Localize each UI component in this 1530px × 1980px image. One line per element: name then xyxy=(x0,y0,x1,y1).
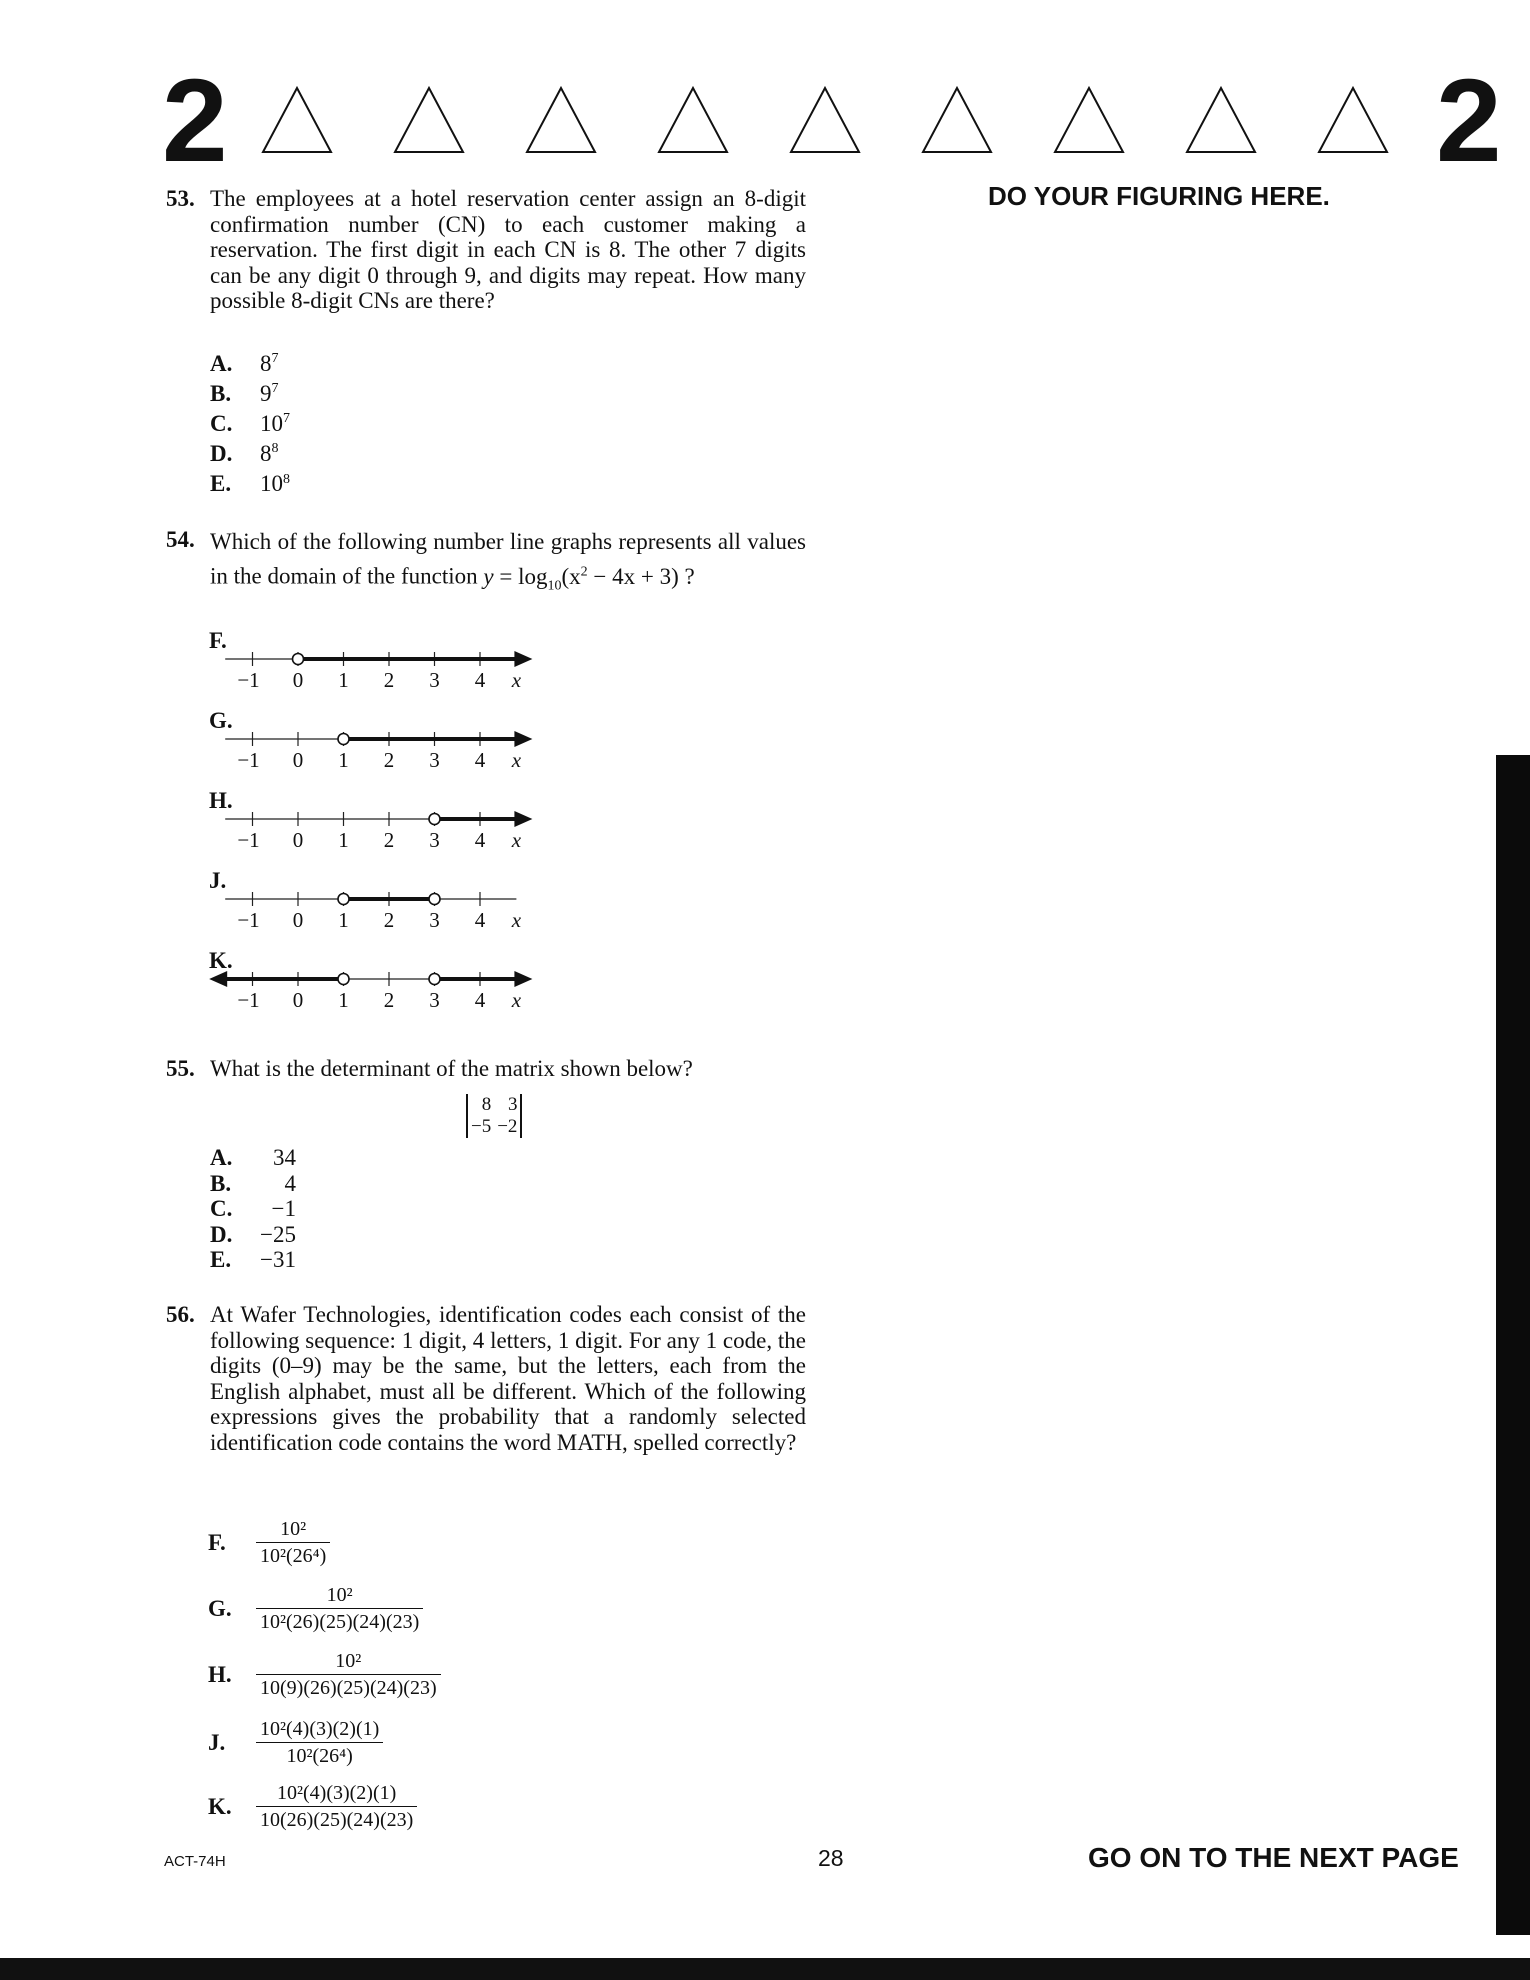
tick-label: 2 xyxy=(383,908,395,930)
tick-label: 3 xyxy=(429,668,440,690)
matrix-table xyxy=(466,1094,522,1138)
q54-question: Which of the following number line graphs represents all values in the domain of the function xyxy=(210,529,806,589)
q53-text: The employees at a hotel reservation center assign an 8-digit confirmation number (CN) to each customer making a reservation. The first digit in each CN is 8. The other 7 digits can be any digit 0 through 9, and digits may repeat. How many possible 8-digit CNs are there? xyxy=(210,186,806,313)
tick-label: 4 xyxy=(474,668,486,690)
number-line-label: F. xyxy=(209,628,227,653)
arrow-right-icon xyxy=(514,731,532,747)
fraction: $\frac{\text{10²}}{10(9)(26)(25)(24)(23)}$ xyxy=(256,1650,441,1700)
triangle-icon xyxy=(923,88,991,152)
tick-label: 0 xyxy=(292,908,304,930)
tick-label: 3 xyxy=(429,828,440,850)
tick-label: 4 xyxy=(474,988,486,1010)
triangle-icon xyxy=(791,88,859,152)
triangle-icon xyxy=(1319,88,1387,152)
tick-label: 4 xyxy=(474,908,486,930)
open-point-icon xyxy=(338,734,349,745)
form-code: ACT-74H xyxy=(164,1853,226,1870)
header-triangles xyxy=(260,84,1430,164)
tick-label: 2 xyxy=(383,988,395,1010)
tick-label: −1 xyxy=(237,828,260,850)
matrix-cell: −2 xyxy=(497,1116,518,1137)
q55-text: What is the determinant of the matrix shown below? xyxy=(210,1056,693,1081)
tick-label: x xyxy=(511,828,522,850)
open-point-icon xyxy=(338,974,349,985)
tick-label: −1 xyxy=(237,668,260,690)
tick-label: 3 xyxy=(429,988,440,1010)
matrix-cell: 8 xyxy=(481,1094,492,1115)
fraction: $\frac{\text{10²(4)(3)(2)(1)}}{10(26)(25)(24)(23)}$ xyxy=(256,1782,417,1832)
tick-label: −1 xyxy=(237,988,260,1010)
matrix-cell: 3 xyxy=(507,1094,518,1115)
tick-label: 2 xyxy=(383,748,395,770)
q55-option[interactable]: C. −1 xyxy=(210,1196,296,1221)
q53-option[interactable]: D. $8^8$ xyxy=(210,441,279,467)
number-line-label: K. xyxy=(209,948,233,973)
q53-option[interactable]: E. $10^8$ xyxy=(210,471,290,497)
arrow-left-icon xyxy=(209,971,227,987)
triangle-icon xyxy=(1055,88,1123,152)
arrow-right-icon xyxy=(514,971,532,987)
next-page-label: GO ON TO THE NEXT PAGE xyxy=(1088,1842,1459,1873)
arrow-right-icon xyxy=(514,651,532,667)
fraction: $\frac{\text{10²}}{\text{10²(26)(25)(24)(23)}}$ xyxy=(256,1584,423,1634)
tick-label: 2 xyxy=(383,668,395,690)
tick-label: 1 xyxy=(338,828,349,850)
triangle-icon xyxy=(395,88,463,152)
q53-option[interactable]: C. $10^7$ xyxy=(210,410,290,436)
tick-label: 3 xyxy=(429,748,440,770)
page-number: 28 xyxy=(818,1845,844,1871)
tick-label: 1 xyxy=(338,668,349,690)
open-point-icon xyxy=(429,974,440,985)
q54-text xyxy=(210,527,806,601)
triangle-icon xyxy=(527,88,595,152)
tick-label: x xyxy=(511,988,522,1010)
scan-edge-shadow xyxy=(1496,755,1530,1935)
fraction: $\frac{\text{10²(4)(3)(2)(1)}}{\text{10²(26⁴)}}$ xyxy=(256,1718,383,1768)
q56-option[interactable]: F. $\frac{\text{10²}}{\text{10²(26⁴)}}$ xyxy=(208,1518,330,1568)
number-line xyxy=(200,710,580,770)
tick-label: x xyxy=(511,908,522,930)
scan-bottom-edge xyxy=(0,1958,1530,1980)
matrix-cell: −5 xyxy=(471,1116,492,1137)
tick-label: 0 xyxy=(292,828,304,850)
tick-label: x xyxy=(511,748,522,770)
open-point-icon xyxy=(429,894,440,905)
number-line-label: H. xyxy=(209,788,233,813)
q54-function: $y = \log_{10}(x^2 - 4x + 3)$ ? xyxy=(483,563,695,594)
open-point-icon xyxy=(429,814,440,825)
number-line xyxy=(200,870,580,930)
arrow-right-icon xyxy=(514,811,532,827)
tick-label: 1 xyxy=(338,908,349,930)
q53-option[interactable]: A. $8^7$ xyxy=(210,350,279,376)
triangle-icon xyxy=(1187,88,1255,152)
tick-label: 0 xyxy=(292,668,304,690)
q56-text: At Wafer Technologies, identification codes each consist of the following sequence: 1 digit, 4 letters, 1 digit. For any 1 code, the digits (0–9) may be the same, but the letters, each from the English alphabet, must all be different. Which of the following expressions gives the probability that a randomly selected identification code contains the word MATH, spelled correctly? xyxy=(210,1302,806,1455)
tick-label: x xyxy=(511,668,522,690)
open-point-icon xyxy=(338,894,349,905)
q56-option[interactable]: G. $\frac{\text{10²}}{\text{10²(26)(25)(24)(23)}}$ xyxy=(208,1584,423,1634)
q55-matrix xyxy=(466,1094,522,1138)
tick-label: 1 xyxy=(338,988,349,1010)
section-number-left: 2 xyxy=(162,55,228,187)
number-line xyxy=(200,630,580,690)
number-line-label: G. xyxy=(209,708,233,733)
tick-label: −1 xyxy=(237,748,260,770)
number-line-label: J. xyxy=(209,868,227,893)
fraction: $\frac{\text{10²}}{\text{10²(26⁴)}}$ xyxy=(256,1518,330,1568)
q55-option[interactable]: A. 34 xyxy=(210,1145,296,1170)
q55-number: 55. xyxy=(166,1056,195,1081)
q55-option[interactable]: E. −31 xyxy=(210,1247,296,1272)
triangle-icon xyxy=(263,88,331,152)
q53-options xyxy=(210,346,290,497)
q56-number: 56. xyxy=(166,1302,195,1327)
q55-options xyxy=(210,1145,296,1273)
tick-label: 0 xyxy=(292,748,304,770)
number-line xyxy=(200,950,580,1010)
tick-label: 1 xyxy=(338,748,349,770)
q55-option[interactable]: B. 4 xyxy=(210,1170,296,1196)
q56-option[interactable]: K. $\frac{\text{10²(4)(3)(2)(1)}}{10(26)(25)(24)(23)}$ xyxy=(208,1782,417,1832)
tick-label: 2 xyxy=(383,828,395,850)
open-point-icon xyxy=(293,654,304,665)
q56-option[interactable]: J. $\frac{\text{10²(4)(3)(2)(1)}}{\text{10²(26⁴)}}$ xyxy=(208,1718,383,1768)
tick-label: 3 xyxy=(429,908,440,930)
q55-option[interactable]: D. −25 xyxy=(210,1221,296,1247)
q54-number: 54. xyxy=(166,527,195,552)
q53-number: 53. xyxy=(166,186,195,211)
q53-option[interactable]: B. $9^7$ xyxy=(210,380,279,406)
tick-label: 4 xyxy=(474,828,486,850)
number-line xyxy=(200,790,580,850)
q56-option[interactable]: H. $\frac{\text{10²}}{10(9)(26)(25)(24)(23)}$ xyxy=(208,1650,441,1700)
section-number-right: 2 xyxy=(1436,55,1502,187)
triangle-icon xyxy=(659,88,727,152)
tick-label: −1 xyxy=(237,908,260,930)
tick-label: 0 xyxy=(292,988,304,1010)
figuring-label: DO YOUR FIGURING HERE. xyxy=(988,181,1330,211)
tick-label: 4 xyxy=(474,748,486,770)
